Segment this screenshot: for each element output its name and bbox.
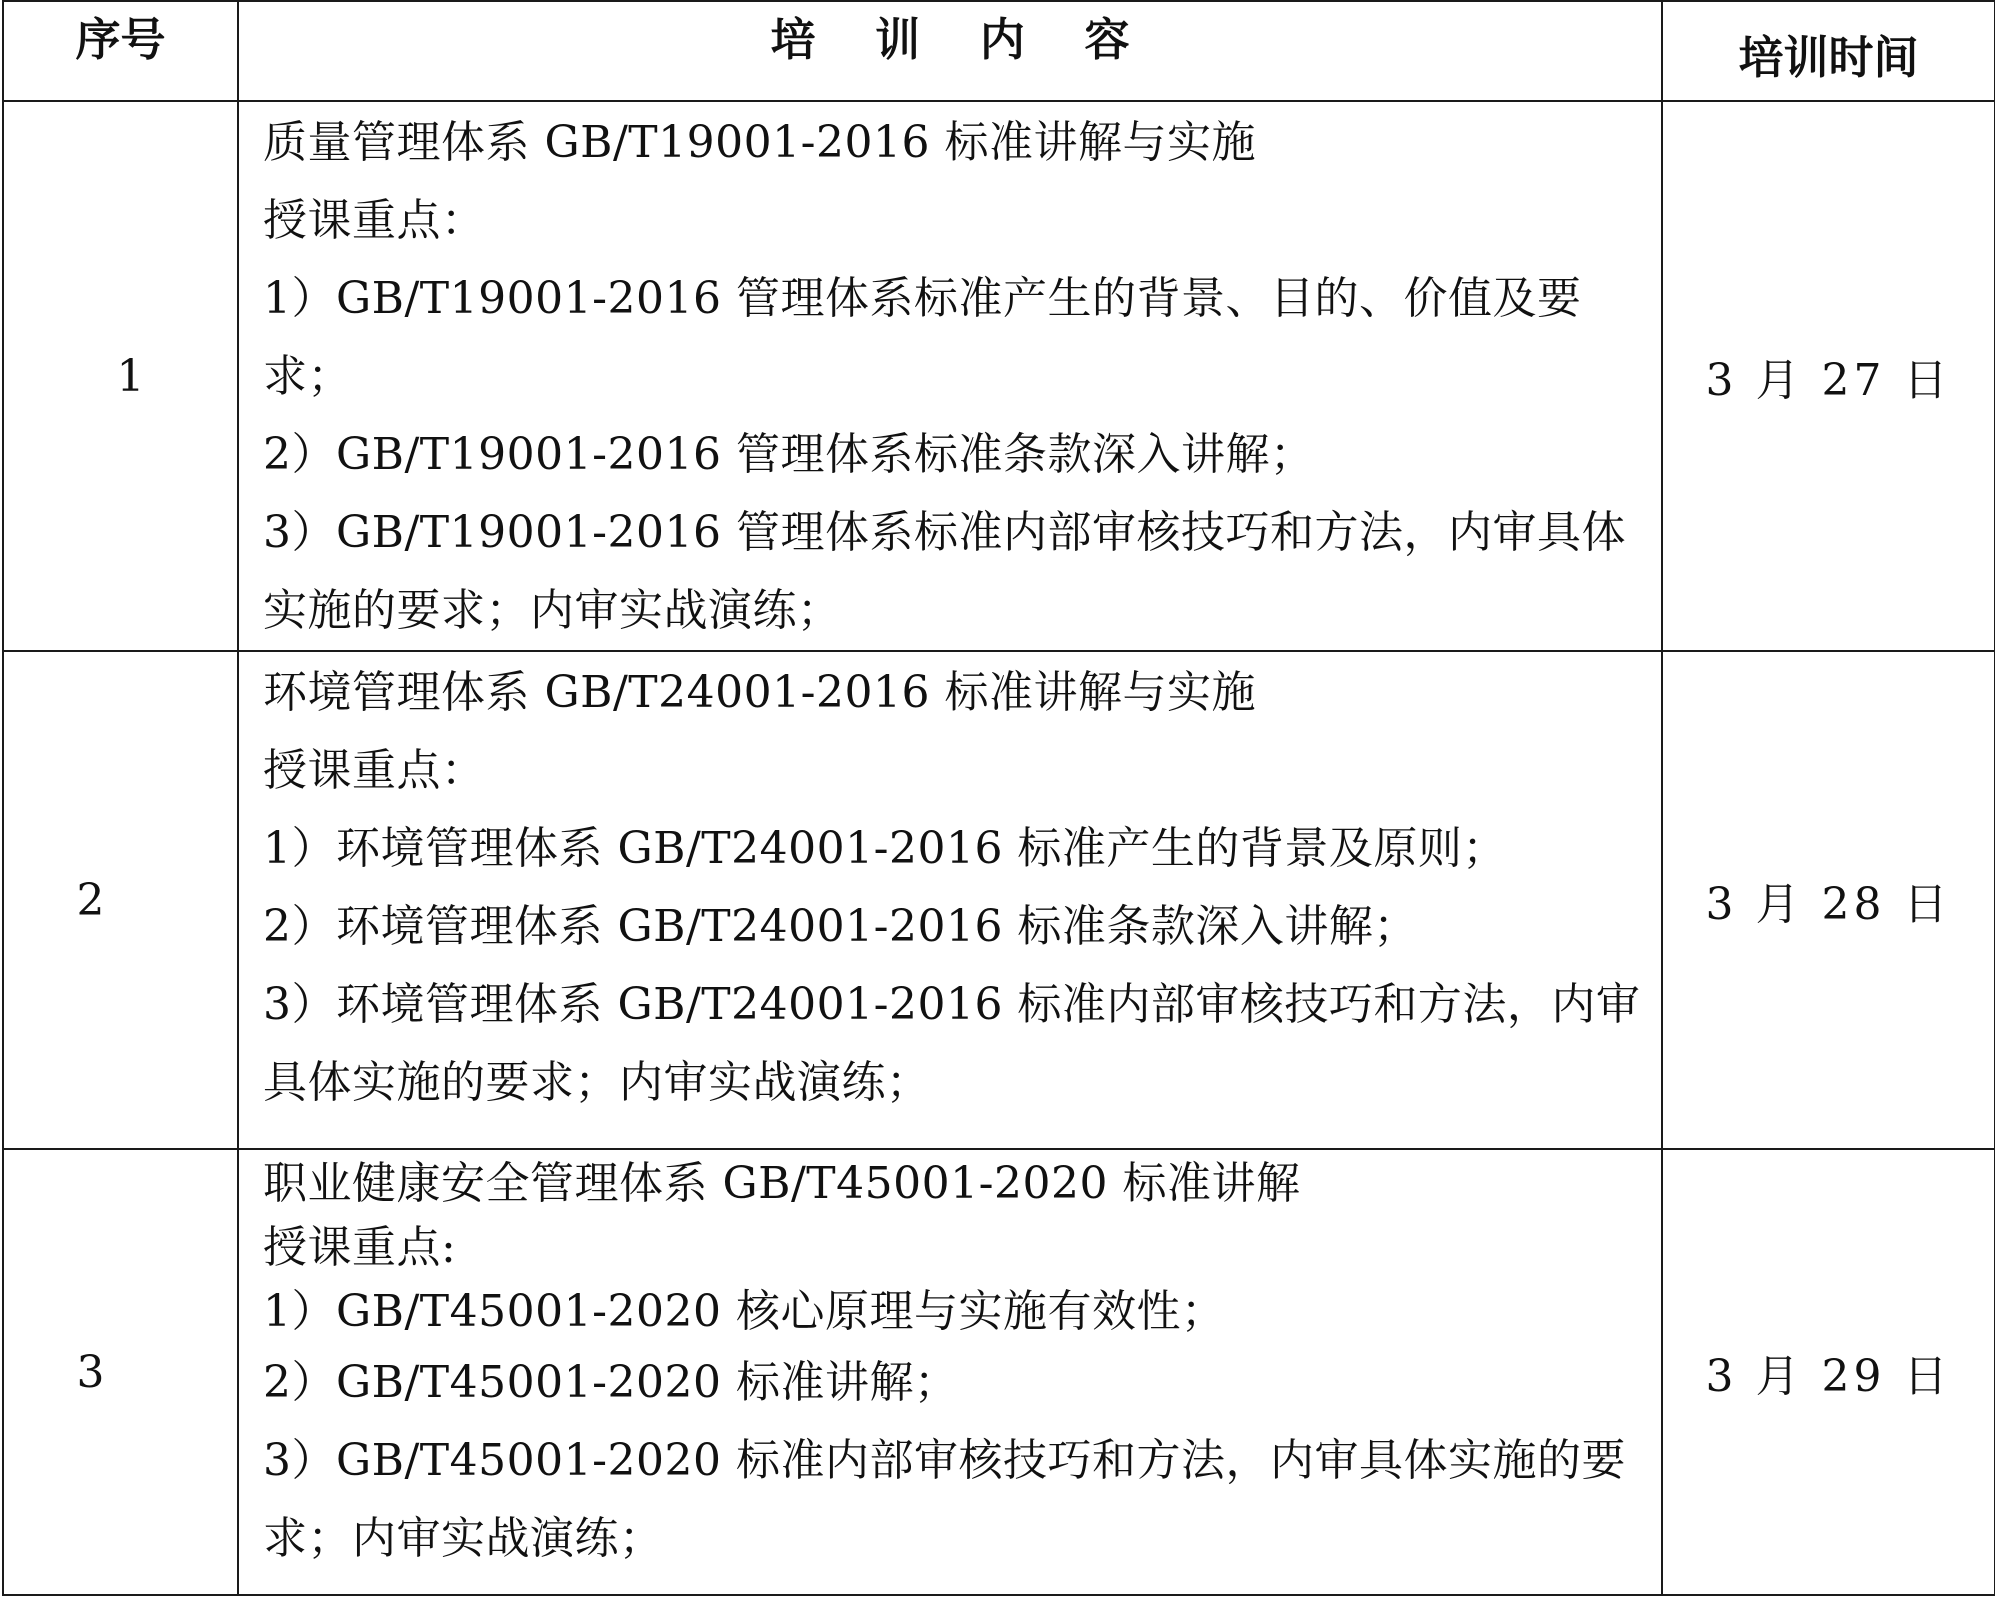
row-date (1662, 651, 1995, 1149)
course-title: 职业健康安全管理体系 GB/T45001-2020 标准讲解 (263, 1158, 1301, 1209)
focus-point: 1）GB/T19001-2016 管理体系标准产生的背景、目的、价值及要求； (263, 273, 1582, 402)
row-content (238, 101, 1662, 651)
focus-label: 授课重点: (263, 1222, 457, 1273)
focus-point: 1）GB/T45001-2020 核心原理与实施有效性； (263, 1286, 1226, 1337)
focus-label: 授课重点： (263, 745, 486, 796)
table-header-row (3, 1, 1995, 101)
row-seq (3, 1149, 238, 1595)
row-seq-value: 1 (116, 350, 145, 402)
header-content (238, 1, 1662, 101)
header-date-label: 培训时间 (1738, 31, 1919, 84)
table-row (3, 651, 1995, 1149)
table-row (3, 101, 1995, 651)
row-seq (3, 101, 238, 651)
row-date (1662, 101, 1995, 651)
focus-point: 2）环境管理体系 GB/T24001-2016 标准条款深入讲解； (263, 901, 1418, 952)
row-date (1662, 1149, 1995, 1595)
table-row (3, 1149, 1995, 1595)
focus-point: 1）环境管理体系 GB/T24001-2016 标准产生的背景及原则； (263, 823, 1507, 874)
row-date-value: 3 月 27 日 (1705, 355, 1952, 406)
header-seq-label: 序号 (75, 13, 166, 66)
header-content-label: 培 训 内 容 (770, 13, 1152, 66)
focus-point: 2）GB/T45001-2020 标准讲解； (263, 1357, 959, 1408)
row-date-value: 3 月 29 日 (1705, 1351, 1952, 1402)
course-title: 环境管理体系 GB/T24001-2016 标准讲解与实施 (263, 667, 1256, 718)
row-content (238, 651, 1662, 1149)
focus-point: 2）GB/T19001-2016 管理体系标准条款深入讲解； (263, 429, 1315, 480)
row-date-value: 3 月 28 日 (1705, 879, 1952, 930)
row-content (238, 1149, 1662, 1595)
focus-point: 3）环境管理体系 GB/T24001-2016 标准内部审核技巧和方法，内审具体实施的要求；内审实战演练； (263, 979, 1641, 1108)
row-seq (3, 651, 238, 1149)
course-title: 质量管理体系 GB/T19001-2016 标准讲解与实施 (263, 117, 1256, 168)
header-seq (3, 1, 238, 101)
focus-point: 3）GB/T19001-2016 管理体系标准内部审核技巧和方法，内审具体实施的要求；内审实战演练； (263, 507, 1626, 636)
row-seq-value: 2 (76, 874, 105, 926)
focus-point: 3）GB/T45001-2020 标准内部审核技巧和方法，内审具体实施的要求；内审实战演练； (263, 1435, 1626, 1564)
row-seq-value: 3 (76, 1346, 105, 1398)
focus-label: 授课重点： (263, 195, 486, 246)
header-date (1662, 1, 1995, 101)
training-schedule-table (2, 0, 1995, 1596)
